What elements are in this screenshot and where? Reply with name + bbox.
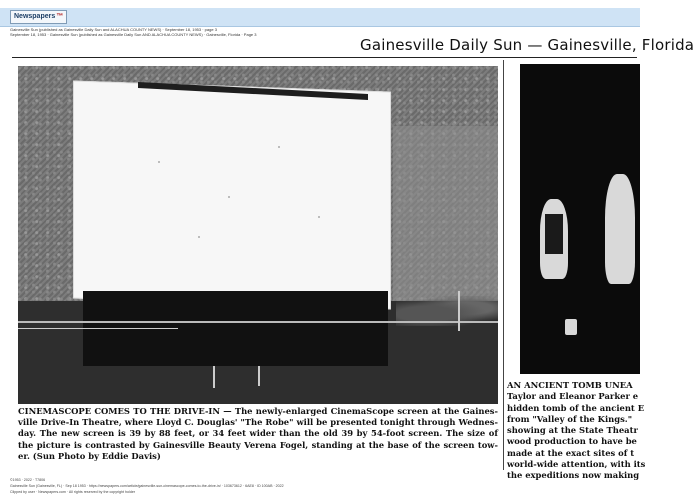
photo-fence bbox=[18, 321, 498, 323]
footer-line-1: ©1953 · 2022 · T7806 bbox=[10, 478, 46, 482]
newspapers-logo[interactable] bbox=[10, 10, 67, 24]
logo-trademark: ™ bbox=[56, 13, 64, 20]
side-caption-line: Taylor and Eleanor Parker e bbox=[507, 391, 639, 402]
side-caption-line: AN ANCIENT TOMB UNEA bbox=[507, 380, 633, 390]
caption-line: ville Drive-In Theatre, where Lloyd C. Douglas' "The Robe" will be presented tonight through Wednes- bbox=[18, 417, 498, 428]
photo-speck bbox=[158, 161, 160, 163]
clipping-meta-line-1: Gainesville Sun (published as Gainesville Daily Sun and ALACHUA COUNTY NEWS) · September 18, 1953 · page 3 bbox=[10, 27, 217, 32]
photo-speck bbox=[228, 196, 230, 198]
speaker-post bbox=[258, 366, 260, 386]
main-photo-caption bbox=[18, 406, 498, 462]
photo-speck bbox=[198, 236, 200, 238]
side-caption-line: wood production to have be bbox=[507, 436, 637, 447]
tomb-scene-photo bbox=[520, 64, 640, 374]
caption-line: day. The new screen is 39 by 88 feet, or 34 feet wider than the old 39 by 54-foot screen. The size of bbox=[18, 428, 498, 439]
side-caption-line: showing at the State Theatr bbox=[507, 425, 638, 436]
logo-text: Newspapers bbox=[14, 13, 56, 20]
drive-in-screen-photo bbox=[18, 66, 498, 404]
caption-line: er. (Sun Photo by Eddie Davis) bbox=[18, 450, 161, 461]
figure-left-shadow bbox=[545, 214, 563, 254]
side-caption-line: world-wide attention, with its bbox=[507, 459, 646, 470]
side-caption-line: made at the exact sites of t bbox=[507, 447, 635, 458]
side-caption-line: hidden tomb of the ancient E bbox=[507, 402, 645, 413]
photo-speck bbox=[278, 146, 280, 148]
top-banner bbox=[0, 8, 640, 27]
caption-line: — The newly-enlarged CinemaScope screen at the Gaines- bbox=[223, 406, 498, 416]
clipping-meta-line-2: September 18, 1953 · Gainesville Sun (published as Gainesville Daily Sun AND ALACHUA COUNTY NEWS) · Gainesville, Florida · Page 3 bbox=[10, 32, 257, 37]
side-photo-caption bbox=[507, 380, 646, 482]
caption-headline: CINEMASCOPE COMES TO THE DRIVE-IN bbox=[18, 406, 220, 416]
column-divider bbox=[503, 60, 504, 470]
photo-sky-haze bbox=[393, 126, 498, 306]
footer-line-2[interactable]: Gainesville Sun (Gainesville, FL) · Sep 18 1953 · https://newspapers.com/article/gainesville-sun-cinemascope-comes-to-the-drive-in/ · 103673612 · 6AE8 · ID 100AB · 2022 bbox=[10, 484, 284, 488]
side-caption-line: the expeditions now making bbox=[507, 470, 640, 481]
utility-pole bbox=[458, 291, 460, 331]
caption-line: the picture is contrasted by Gainesville Beauty Verena Fogel, standing at the base of the screen tow- bbox=[18, 439, 498, 450]
masthead-rule bbox=[12, 57, 637, 58]
side-caption-line: from "Valley of the Kings." bbox=[507, 413, 633, 424]
lantern bbox=[565, 319, 577, 335]
newspaper-masthead: Gainesville Daily Sun — Gainesville, Florida bbox=[360, 36, 694, 54]
speaker-post bbox=[213, 366, 215, 388]
photo-fence-lower bbox=[18, 328, 178, 329]
photo-speck bbox=[318, 216, 320, 218]
figure-right bbox=[605, 174, 635, 284]
cinemascope-screen bbox=[73, 80, 391, 309]
footer-line-3: Clipped by user · Newspapers.com · All rights reserved by the copyright holder bbox=[10, 490, 136, 494]
